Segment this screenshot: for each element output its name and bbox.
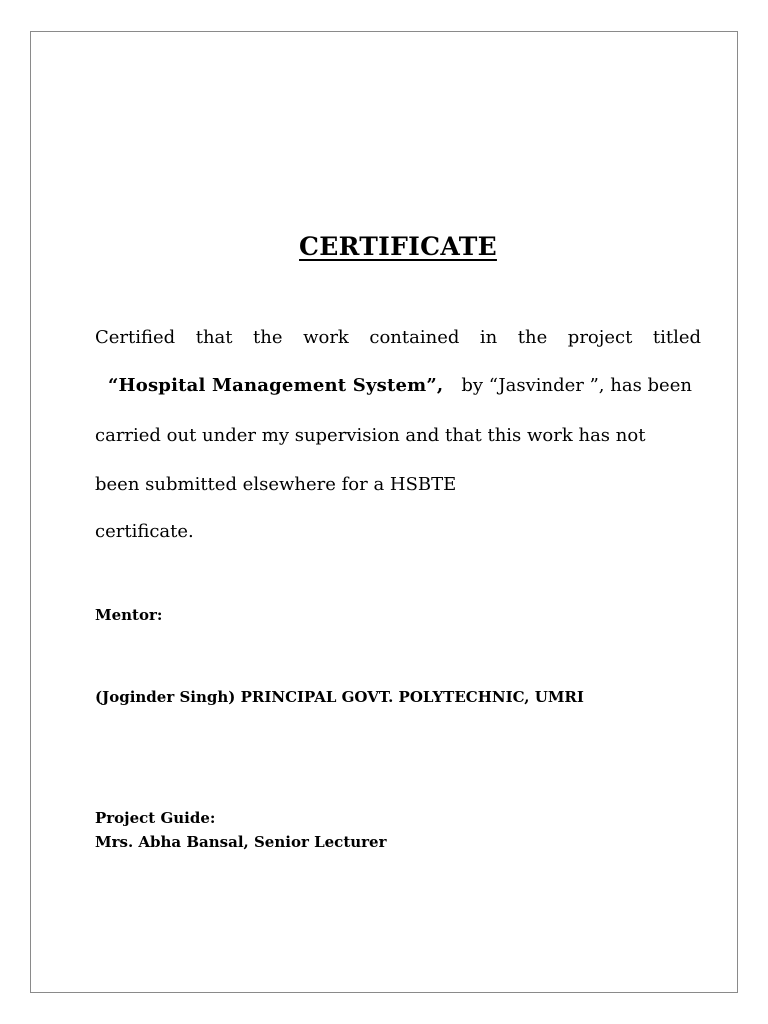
mentor-label: Mentor: [95, 606, 163, 624]
mentor-name: (Joginder Singh) PRINCIPAL GOVT. POLYTECHNIC, UMRI [95, 688, 584, 706]
project-title: “Hospital Management System”, [108, 375, 444, 396]
project-guide-name: Mrs. Abha Bansal, Senior Lecturer [95, 833, 387, 851]
project-guide-label: Project Guide: [95, 809, 216, 827]
certificate-title: CERTIFICATE [299, 232, 497, 261]
body-line-1: Certified that the work contained in the project titled [95, 327, 701, 348]
body-line-2-rest: by “Jasvinder ”, has been [461, 375, 692, 396]
body-line-3: carried out under my supervision and that this work has not [95, 425, 646, 446]
body-line-2 [108, 375, 724, 396]
body-line-4: been submitted elsewhere for a HSBTE [95, 474, 457, 495]
body-line-5: certificate. [95, 521, 194, 542]
